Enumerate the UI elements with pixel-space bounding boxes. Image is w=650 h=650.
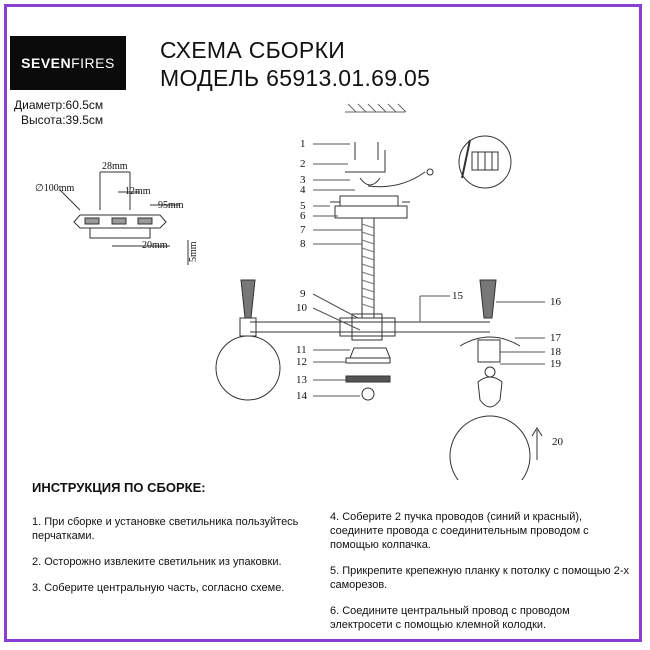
instruction-step: 3. Соберите центральную часть, согласно схеме. (32, 582, 285, 594)
dim-100: ∅100mm (35, 183, 75, 194)
instruction-step: 1. При сборке и установке светильника пользуйтесь перчатками. (32, 516, 299, 542)
callout-10: 10 (296, 302, 307, 314)
callout-20: 20 (552, 436, 563, 448)
callout-17: 17 (550, 332, 561, 344)
diameter-text: Диаметр:60.5см (14, 98, 104, 112)
instructions-column-left (32, 515, 322, 607)
callout-7: 7 (300, 224, 306, 236)
dim-5: 5mm (188, 241, 199, 262)
instructions-heading: ИНСТРУКЦИЯ ПО СБОРКЕ: (32, 480, 206, 495)
instruction-step: 2. Осторожно извлеките светильник из упаковки. (32, 556, 282, 568)
callout-2: 2 (300, 158, 306, 170)
logo-bold-text: SEVEN (21, 55, 72, 71)
bracket-detail (60, 172, 188, 265)
height-text: Высота:39.5см (20, 113, 104, 127)
callout-9: 9 (300, 288, 306, 300)
callout-19: 19 (550, 358, 561, 370)
callout-15: 15 (452, 290, 463, 302)
callout-16: 16 (550, 296, 561, 308)
dim-12: 12mm (125, 186, 151, 197)
instruction-step: 4. Соберите 2 пучка проводов (синий и красный), соедините провода с соединительным проводом с помощью колпачка. (330, 511, 589, 551)
callout-18: 18 (550, 346, 561, 358)
callout-12: 12 (296, 356, 307, 368)
dim-20: 20mm (142, 240, 168, 251)
title-line-2: МОДЕЛЬ 65913.01.69.05 (160, 65, 431, 91)
callout-14: 14 (296, 390, 307, 402)
instructions-column-right (330, 510, 630, 644)
callout-11: 11 (296, 344, 307, 356)
dim-28: 28mm (102, 161, 128, 172)
callout-5: 5 (300, 200, 306, 212)
instruction-step: 6. Соедините центральный провод с проводом электросети с помощью клемной колодки. (330, 605, 570, 631)
title-line-1: СХЕМА СБОРКИ (160, 37, 346, 63)
instruction-step: 5. Прикрепите крепежную планку к потолку с помощью 2-х саморезов. (330, 565, 630, 591)
callout-1: 1 (300, 138, 306, 150)
callout-8: 8 (300, 238, 306, 250)
callout-6: 6 (300, 210, 306, 222)
callout-13: 13 (296, 374, 307, 386)
dim-95: 95mm (158, 200, 184, 211)
callout-4: 4 (300, 184, 306, 196)
logo-light-text: FIRES (71, 55, 115, 71)
callout-3: 3 (300, 174, 306, 186)
ceiling-hatch (345, 104, 406, 112)
